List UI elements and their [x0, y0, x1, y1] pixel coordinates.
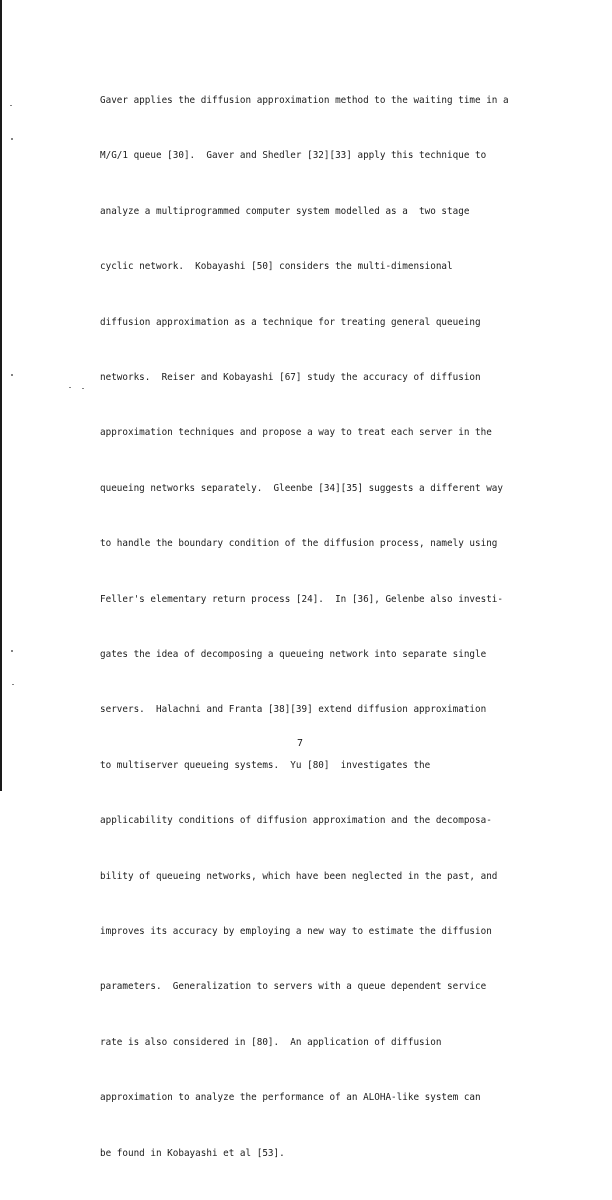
text-line-7: approximation techniques and propose a way to treat each server in the	[100, 427, 492, 439]
text-line-5: diffusion approximation as a technique for treating general queueing	[100, 316, 481, 328]
text-line-4: cyclic network. Kobayashi [50] considers the multi-dimensional	[100, 261, 453, 273]
scan-speck	[69, 387, 71, 388]
text-line-1: Gaver applies the diffusion approximation method to the waiting time in a	[100, 94, 509, 106]
page-left-border	[0, 0, 2, 791]
text-line-6: networks. Reiser and Kobayashi [67] study the accuracy of diffusion	[100, 371, 481, 383]
scan-speck	[11, 138, 13, 140]
scan-speck	[11, 374, 13, 376]
text-line-8: queueing networks separately. Gleenbe [34][35] suggests a different way	[100, 482, 503, 494]
text-line-16: improves its accuracy by employing a new way to estimate the diffusion	[100, 926, 492, 938]
text-line-17: parameters. Generalization to servers with a queue dependent service	[100, 981, 487, 993]
scan-speck	[82, 388, 84, 389]
text-line-13: to multiserver queueing systems. Yu [80] investigates the	[100, 759, 431, 771]
scan-speck	[12, 684, 14, 685]
scan-speck	[10, 105, 12, 106]
text-line-9: to handle the boundary condition of the diffusion process, namely using	[100, 538, 498, 550]
page-number: 7	[297, 738, 304, 749]
scan-speck	[11, 650, 13, 652]
body-paragraph	[100, 55, 600, 1200]
text-line-3: analyze a multiprogrammed computer system modelled as a two stage	[100, 205, 470, 217]
text-line-19: approximation to analyze the performance of an ALOHA-like system can	[100, 1092, 481, 1104]
text-line-2: M/G/1 queue [30]. Gaver and Shedler [32][33] apply this technique to	[100, 150, 487, 162]
text-line-10: Feller's elementary return process [24]. In [36], Gelenbe also investi-	[100, 593, 503, 605]
text-line-15: bility of queueing networks, which have been neglected in the past, and	[100, 870, 498, 882]
text-line-20: be found in Kobayashi et al [53].	[100, 1147, 285, 1159]
text-line-12: servers. Halachni and Franta [38][39] extend diffusion approximation	[100, 704, 487, 716]
text-line-18: rate is also considered in [80]. An application of diffusion	[100, 1036, 442, 1048]
text-line-14: applicability conditions of diffusion approximation and the decomposa-	[100, 815, 492, 827]
text-line-11: gates the idea of decomposing a queueing network into separate single	[100, 649, 487, 660]
